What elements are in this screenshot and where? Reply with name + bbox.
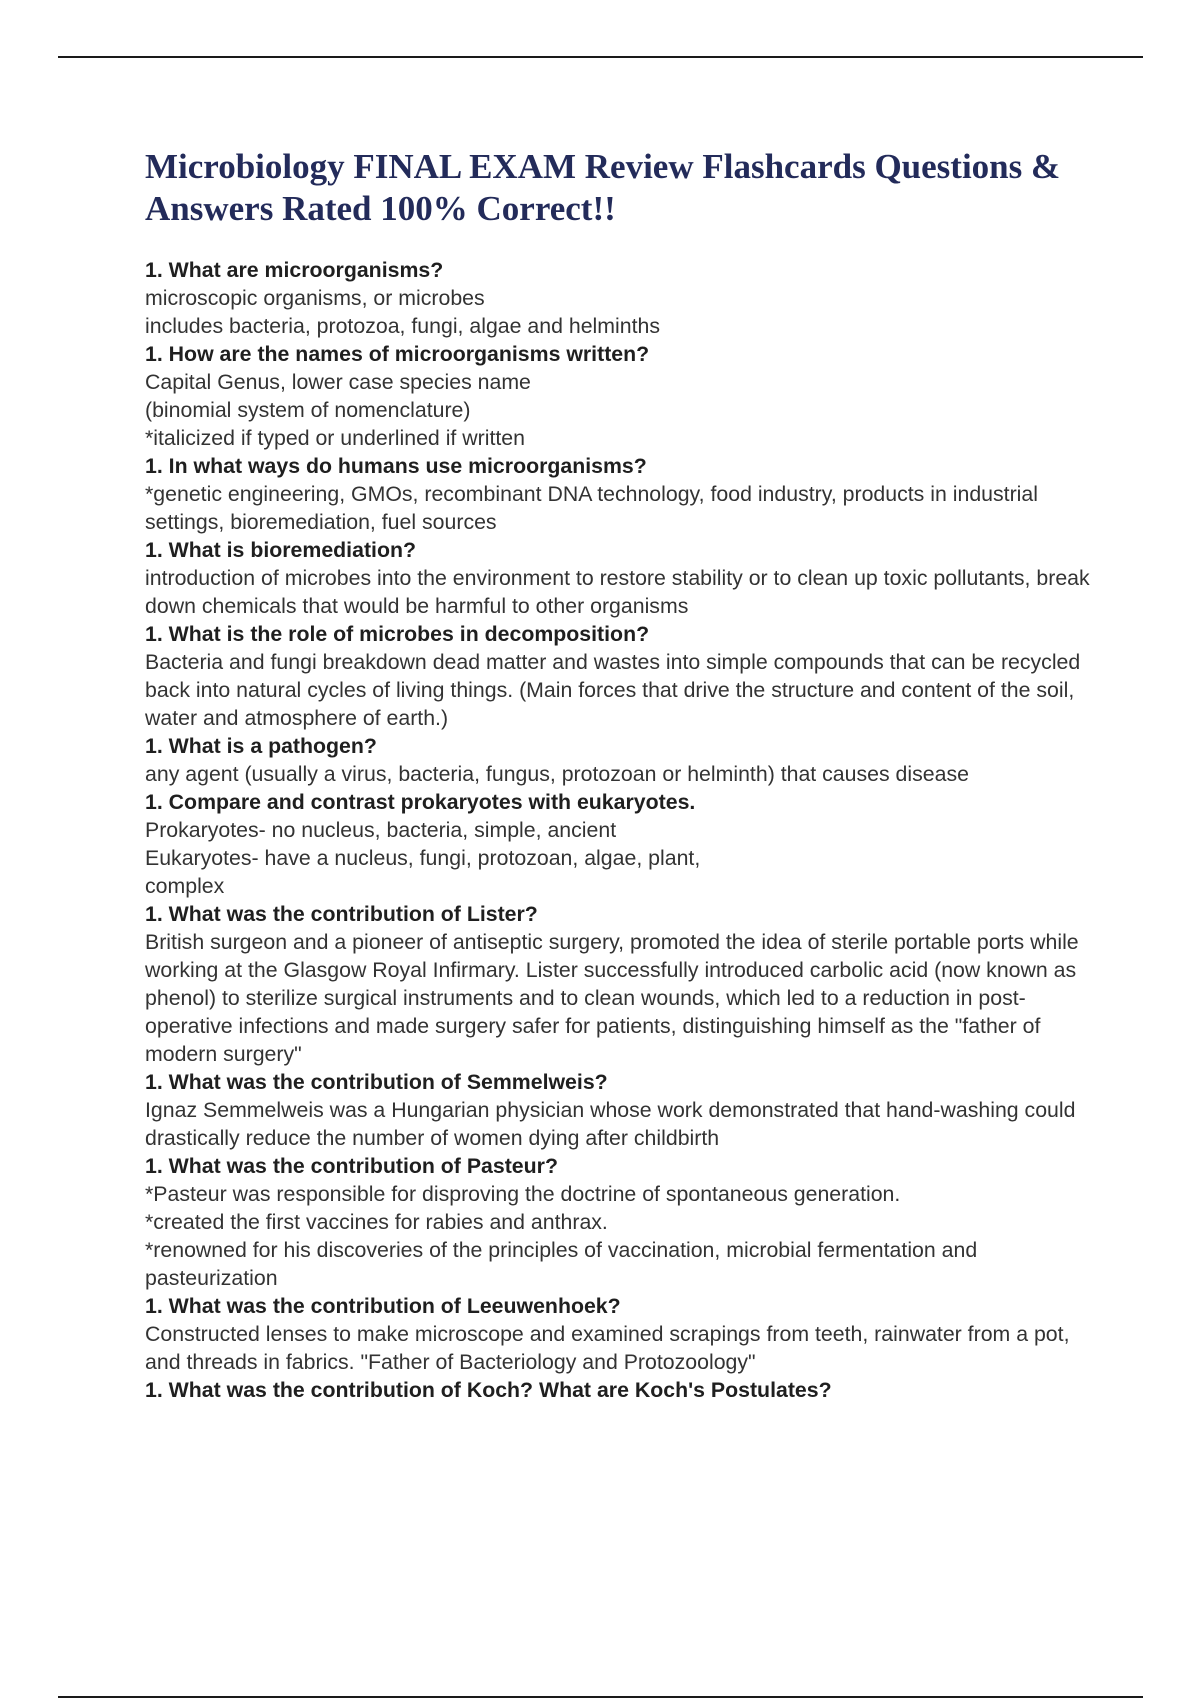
top-rule	[58, 56, 1143, 58]
qa-item	[145, 536, 1095, 620]
qa-item	[145, 1292, 1095, 1376]
answer-text: Ignaz Semmelweis was a Hungarian physician whose work demonstrated that hand-washing could drastically reduce the number of women dying after childbirth	[145, 1098, 1082, 1150]
answer-text: *Pasteur was responsible for disproving the doctrine of spontaneous generation.	[145, 1182, 901, 1206]
answer-text: Bacteria and fungi breakdown dead matter and wastes into simple compounds that can be recycled back into natural cycles of living things. (Main forces that drive the structure and content of the soil, water and atmosphere of earth.)	[145, 650, 1087, 730]
question-text: 1. What was the contribution of Semmelweis?	[145, 1070, 608, 1094]
answer-text: introduction of microbes into the environment to restore stability or to clean up toxic pollutants, break down chemicals that would be harmful to other organisms	[145, 566, 1096, 618]
qa-item	[145, 340, 1095, 452]
question-text: 1. What is bioremediation?	[145, 538, 416, 562]
question-text: 1. Compare and contrast prokaryotes with eukaryotes.	[145, 790, 696, 814]
qa-item	[145, 1152, 1095, 1292]
qa-item	[145, 788, 1095, 900]
answer-text: any agent (usually a virus, bacteria, fungus, protozoan or helminth) that causes disease	[145, 762, 969, 786]
question-text: 1. How are the names of microorganisms written?	[145, 342, 650, 366]
question-text: 1. What was the contribution of Leeuwenhoek?	[145, 1294, 621, 1318]
answer-text: *italicized if typed or underlined if written	[145, 426, 525, 450]
question-text: 1. In what ways do humans use microorganisms?	[145, 454, 647, 478]
answer-text: (binomial system of nomenclature)	[145, 398, 471, 422]
qa-item	[145, 620, 1095, 732]
qa-item	[145, 732, 1095, 788]
question-text: 1. What was the contribution of Koch? What are Koch's Postulates?	[145, 1378, 832, 1402]
qa-item	[145, 1068, 1095, 1152]
answer-text: *genetic engineering, GMOs, recombinant DNA technology, food industry, products in industrial settings, bioremediation, fuel sources	[145, 482, 1044, 534]
answer-text: microscopic organisms, or microbes	[145, 286, 485, 310]
qa-item	[145, 1376, 1095, 1404]
qa-item	[145, 256, 1095, 340]
question-text: 1. What is a pathogen?	[145, 734, 377, 758]
question-text: 1. What are microorganisms?	[145, 258, 444, 282]
answer-text: includes bacteria, protozoa, fungi, algae and helminths	[145, 314, 661, 338]
answer-text: Capital Genus, lower case species name	[145, 370, 531, 394]
document-title: Microbiology FINAL EXAM Review Flashcards Questions & Answers Rated 100% Correct!!	[145, 147, 1061, 228]
answer-text: Prokaryotes- no nucleus, bacteria, simple, ancient	[145, 818, 617, 842]
answer-text: Constructed lenses to make microscope and examined scrapings from teeth, rainwater from a pot, and threads in fabrics. "Father of Bacteriology and Protozoology"	[145, 1322, 1076, 1374]
question-text: 1. What was the contribution of Pasteur?	[145, 1154, 558, 1178]
bottom-rule	[58, 1696, 1143, 1698]
question-text: 1. What is the role of microbes in decomposition?	[145, 622, 650, 646]
answer-text: Eukaryotes- have a nucleus, fungi, protozoan, algae, plant,	[145, 846, 701, 870]
qa-item	[145, 900, 1095, 1068]
answer-text: complex	[145, 874, 225, 898]
answer-text: British surgeon and a pioneer of antiseptic surgery, promoted the idea of sterile portable ports while working at the Glasgow Royal Infirmary. Lister successfully introduced carbolic acid (now known as phenol) to sterilize surgical instruments and to clean wounds, which led to a reduction in post-operative infections and made surgery safer for patients, distinguishing himself as the "father of modern surgery"	[145, 930, 1085, 1066]
answer-text: *renowned for his discoveries of the principles of vaccination, microbial fermentation and pasteurization	[145, 1238, 984, 1290]
qa-list	[145, 256, 1095, 1404]
question-text: 1. What was the contribution of Lister?	[145, 902, 538, 926]
qa-item	[145, 452, 1095, 536]
document-body	[145, 146, 1095, 1404]
answer-text: *created the first vaccines for rabies and anthrax.	[145, 1210, 608, 1234]
